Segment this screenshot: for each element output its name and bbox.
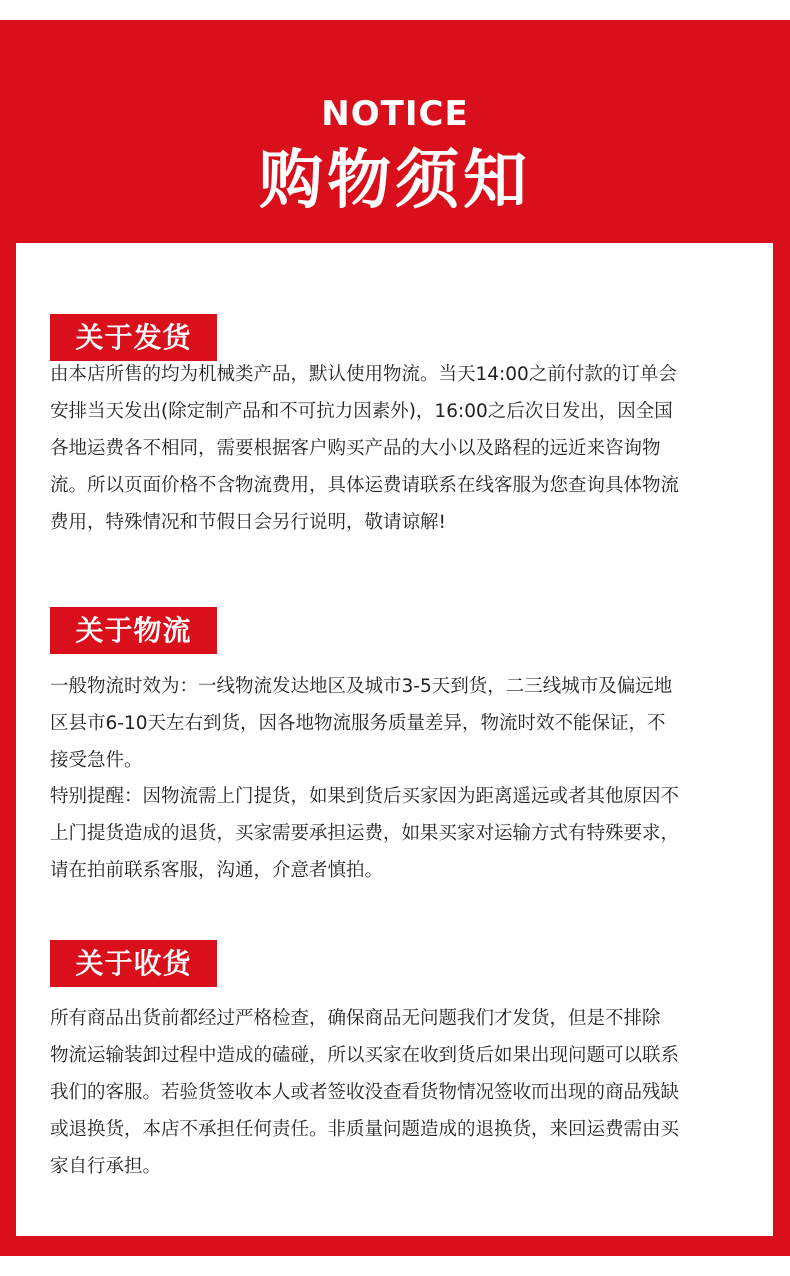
receiving-paragraph: 所有商品出货前都经过严格检查，确保商品无问题我们才发货，但是不排除 物流运输装卸过程中造成的磕碰，所以买家在收到货后如果出现问题可以联系 我们的客服。若验货签收本人或者签收没查看货物情况签收而出现的商品残缺 或退换货，本店不承担任何责任。非质量问题造成的退换货，来回运费需由买 家自行承担。	[50, 1008, 680, 1177]
notice-label: NOTICE	[321, 94, 469, 134]
section-heading-receiving: 关于收货	[50, 940, 217, 987]
logistics-paragraph-reminder: 特别提醒：因物流需上门提货，如果到货后买家因为距离遥远或者其他原因不 上门提货造成的退货，买家需要承担运费，如果买家对运输方式有特殊要求， 请在拍前联系客服，沟通，介意者慎拍。	[50, 786, 680, 881]
logistics-paragraph-timeliness: 一般物流时效为：一线物流发达地区及城市3-5天到货，二三线城市及偏远地 区县市6-10天左右到货，因各地物流服务质量差异，物流时效不能保证，不 接受急件。	[50, 676, 673, 771]
section-heading-logistics: 关于物流	[50, 607, 217, 654]
shipping-paragraph: 由本店所售的均为机械类产品，默认使用物流。当天14:00之前付款的订单会 安排当天发出(除定制产品和不可抗力因素外)，16:00之后次日发出，因全国 各地运费各不相同，需要根据客户购买产品的大小以及路程的远近来咨询物 流。所以页面价格不含物流费用，具体运费请联系在线客服为您查询具体物流 费用，特殊情况和节假日会另行说明，敬请谅解!	[50, 364, 680, 533]
content-panel	[16, 243, 773, 1236]
page-title: 购物须知	[259, 144, 531, 218]
section-heading-shipping: 关于发货	[50, 314, 217, 361]
